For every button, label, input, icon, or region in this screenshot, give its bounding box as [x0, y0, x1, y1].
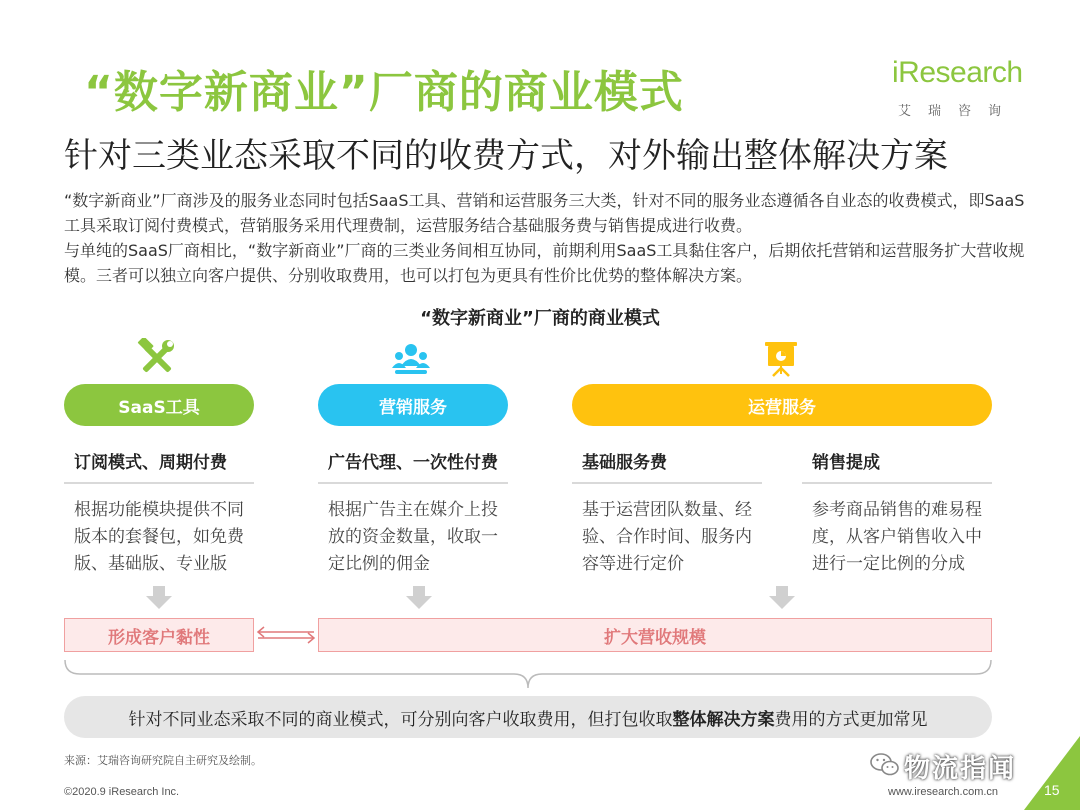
- column-heading: 基础服务费: [582, 453, 667, 473]
- column-description: 基于运营团队数量、经验、合作时间、服务内容等进行定价: [582, 500, 752, 574]
- down-arrow-icon: [768, 586, 796, 610]
- outcome-revenue-growth: [318, 618, 992, 652]
- category-saas-tools: [64, 384, 254, 426]
- column-divider: [64, 482, 254, 484]
- audience-icon: [391, 338, 431, 378]
- tools-icon: [137, 338, 177, 378]
- copyright: ©2020.9 iResearch Inc.: [64, 786, 180, 798]
- column-heading: 订阅模式、周期付费: [74, 453, 227, 473]
- column-description: 根据功能模块提供不同版本的套餐包，如免费版、基础版、专业版: [74, 500, 244, 574]
- down-arrow-icon: [405, 586, 433, 610]
- conclusion-highlight: 整体解决方案: [672, 709, 775, 730]
- logo-wordmark: iResearch: [892, 56, 1023, 89]
- diagram-title: “数字新商业”厂商的商业模式: [420, 308, 660, 329]
- category-label: SaaS工具: [118, 397, 200, 418]
- website-url: www.iresearch.com.cn: [888, 786, 999, 798]
- watermark: 物流指闻: [904, 754, 1017, 784]
- column-divider: [318, 482, 508, 484]
- column-heading: 销售提成: [812, 453, 880, 473]
- outcome-customer-stickiness: [64, 618, 254, 652]
- column-divider: [572, 482, 762, 484]
- corner-decoration: [1024, 736, 1080, 810]
- category-label: 营销服务: [379, 397, 447, 418]
- conclusion-banner: [64, 696, 992, 738]
- iresearch-logo: [892, 56, 1032, 124]
- wechat-icon: [870, 752, 900, 778]
- category-operation-services: [572, 384, 992, 426]
- intro-text: [64, 188, 1034, 288]
- page-number: 15: [1044, 782, 1060, 798]
- page-title: “数字新商业”厂商的商业模式: [84, 67, 684, 118]
- logo-chinese-name: 艾瑞咨询: [898, 104, 1019, 119]
- column-divider: [802, 482, 992, 484]
- intro-paragraph-1: “数字新商业”厂商涉及的服务业态同时包括SaaS工具、营销和运营服务三大类，针对不同的服务业态遵循各自业态的收费模式，即SaaS工具采取订阅付费模式，营销服务采用代理费制，运营服务结合基础服务费与销售提成进行收费。: [64, 191, 1025, 235]
- column-heading: 广告代理、一次性付费: [328, 453, 498, 473]
- page-subtitle: 针对三类业态采取不同的收费方式，对外输出整体解决方案: [64, 136, 948, 176]
- double-arrow-icon: [256, 626, 316, 644]
- conclusion-text: 针对不同业态采取不同的商业模式，可分别向客户收取费用，但打包收取: [128, 709, 673, 730]
- source-note: 来源：艾瑞咨询研究院自主研究及绘制。: [64, 754, 262, 767]
- category-label: 运营服务: [748, 397, 816, 418]
- column-description: 参考商品销售的难易程度，从客户销售收入中进行一定比例的分成: [812, 500, 982, 574]
- outcome-label: 形成客户黏性: [108, 627, 210, 648]
- outcome-label: 扩大营收规模: [604, 627, 706, 648]
- summary-brace: [64, 660, 992, 690]
- conclusion-text-end: 费用的方式更加常见: [774, 709, 928, 730]
- category-marketing-services: [318, 384, 508, 426]
- down-arrow-icon: [145, 586, 173, 610]
- column-description: 根据广告主在媒介上投放的资金数量，收取一定比例的佣金: [328, 500, 498, 574]
- presentation-icon: [761, 338, 801, 378]
- intro-paragraph-2: 与单纯的SaaS厂商相比，“数字新商业”厂商的三类业务间相互协同，前期利用SaaS工具黏住客户，后期依托营销和运营服务扩大营收规模。三者可以独立向客户提供、分别收取费用，也可以打包为更具有性价比优势的整体解决方案。: [64, 241, 1025, 285]
